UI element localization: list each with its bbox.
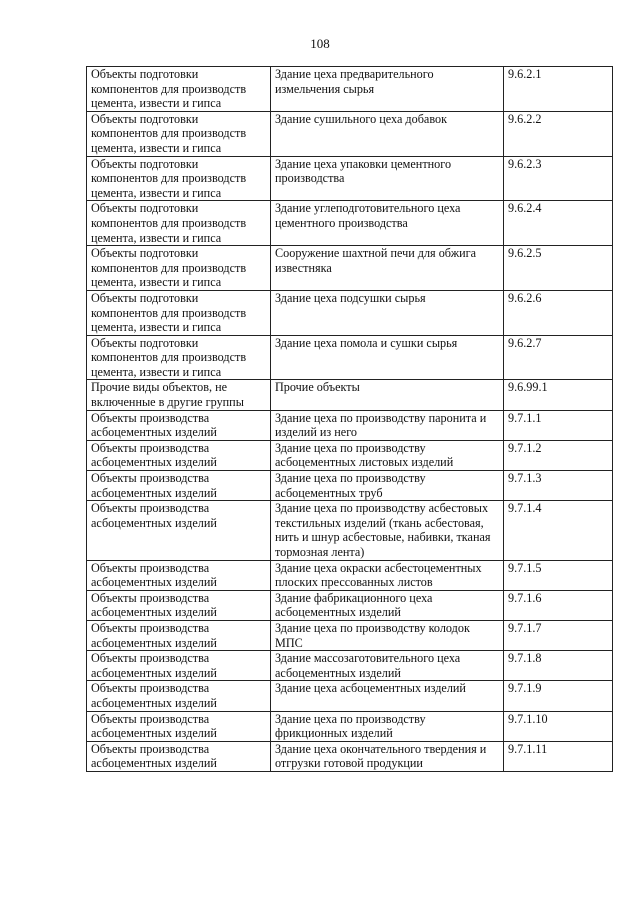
object-code-cell: 9.6.2.7 bbox=[504, 335, 613, 380]
table-row bbox=[87, 246, 613, 291]
object-group-cell: Объекты производства асбоцементных изделий bbox=[87, 620, 271, 650]
object-group-cell: Объекты производства асбоцементных изделий bbox=[87, 410, 271, 440]
object-group-cell: Объекты производства асбоцементных изделий bbox=[87, 471, 271, 501]
table-row bbox=[87, 156, 613, 201]
object-name-cell: Здание цеха по производству фрикционных изделий bbox=[271, 711, 504, 741]
table-body bbox=[87, 67, 613, 772]
object-name-cell: Здание массозаготовительного цеха асбоцементных изделий bbox=[271, 651, 504, 681]
object-code-cell: 9.7.1.6 bbox=[504, 590, 613, 620]
object-group-cell: Объекты подготовки компонентов для производств цемента, извести и гипса bbox=[87, 201, 271, 246]
object-name-cell: Здание цеха по производству колодок МПС bbox=[271, 620, 504, 650]
object-name-cell: Здание цеха по производству паронита и изделий из него bbox=[271, 410, 504, 440]
table-row bbox=[87, 681, 613, 711]
object-name-cell: Здание цеха асбоцементных изделий bbox=[271, 681, 504, 711]
object-group-cell: Объекты производства асбоцементных изделий bbox=[87, 590, 271, 620]
object-group-cell: Объекты подготовки компонентов для производств цемента, извести и гипса bbox=[87, 246, 271, 291]
object-code-cell: 9.7.1.9 bbox=[504, 681, 613, 711]
object-name-cell: Здание углеподготовительного цеха цементного производства bbox=[271, 201, 504, 246]
object-group-cell: Объекты подготовки компонентов для производств цемента, извести и гипса bbox=[87, 156, 271, 201]
object-classification-table bbox=[86, 66, 613, 772]
object-name-cell: Здание цеха по производству асбестовых текстильных изделий (ткань асбестовая, нить и шнур асбестовые, набивки, тканая тормозная лента) bbox=[271, 501, 504, 560]
object-group-cell: Объекты подготовки компонентов для производств цемента, извести и гипса bbox=[87, 111, 271, 156]
table-row bbox=[87, 741, 613, 771]
object-code-cell: 9.6.2.1 bbox=[504, 67, 613, 112]
object-name-cell: Здание цеха по производству асбоцементных труб bbox=[271, 471, 504, 501]
object-name-cell: Здание цеха помола и сушки сырья bbox=[271, 335, 504, 380]
table-row bbox=[87, 290, 613, 335]
object-name-cell: Здание цеха упаковки цементного производства bbox=[271, 156, 504, 201]
table-row bbox=[87, 380, 613, 410]
object-name-cell: Здание сушильного цеха добавок bbox=[271, 111, 504, 156]
table-row bbox=[87, 335, 613, 380]
object-name-cell: Здание цеха по производству асбоцементных листовых изделий bbox=[271, 440, 504, 470]
object-code-cell: 9.7.1.7 bbox=[504, 620, 613, 650]
page-number: 108 bbox=[310, 36, 330, 51]
object-group-cell: Объекты производства асбоцементных изделий bbox=[87, 711, 271, 741]
object-code-cell: 9.6.2.2 bbox=[504, 111, 613, 156]
object-group-cell: Объекты производства асбоцементных изделий bbox=[87, 651, 271, 681]
object-code-cell: 9.7.1.3 bbox=[504, 471, 613, 501]
table-row bbox=[87, 410, 613, 440]
object-code-cell: 9.6.2.4 bbox=[504, 201, 613, 246]
object-group-cell: Объекты производства асбоцементных изделий bbox=[87, 440, 271, 470]
object-name-cell: Здание цеха предварительного измельчения сырья bbox=[271, 67, 504, 112]
object-group-cell: Объекты производства асбоцементных изделий bbox=[87, 681, 271, 711]
object-code-cell: 9.6.2.5 bbox=[504, 246, 613, 291]
table-row bbox=[87, 651, 613, 681]
object-code-cell: 9.7.1.10 bbox=[504, 711, 613, 741]
table-row bbox=[87, 111, 613, 156]
object-code-cell: 9.7.1.1 bbox=[504, 410, 613, 440]
object-name-cell: Здание цеха окончательного твердения и отгрузки готовой продукции bbox=[271, 741, 504, 771]
table-row bbox=[87, 590, 613, 620]
object-name-cell: Сооружение шахтной печи для обжига известняка bbox=[271, 246, 504, 291]
object-group-cell: Объекты подготовки компонентов для производств цемента, извести и гипса bbox=[87, 67, 271, 112]
object-code-cell: 9.6.2.3 bbox=[504, 156, 613, 201]
object-group-cell: Объекты производства асбоцементных изделий bbox=[87, 741, 271, 771]
object-group-cell: Объекты производства асбоцементных изделий bbox=[87, 560, 271, 590]
object-name-cell: Прочие объекты bbox=[271, 380, 504, 410]
object-group-cell: Прочие виды объектов, не включенные в другие группы bbox=[87, 380, 271, 410]
table-row bbox=[87, 501, 613, 560]
object-group-cell: Объекты подготовки компонентов для производств цемента, извести и гипса bbox=[87, 290, 271, 335]
object-code-cell: 9.7.1.5 bbox=[504, 560, 613, 590]
object-code-cell: 9.7.1.4 bbox=[504, 501, 613, 560]
table-row bbox=[87, 620, 613, 650]
object-group-cell: Объекты производства асбоцементных изделий bbox=[87, 501, 271, 560]
object-code-cell: 9.6.2.6 bbox=[504, 290, 613, 335]
object-code-cell: 9.7.1.2 bbox=[504, 440, 613, 470]
object-code-cell: 9.7.1.11 bbox=[504, 741, 613, 771]
table-row bbox=[87, 560, 613, 590]
table-row bbox=[87, 711, 613, 741]
object-name-cell: Здание цеха окраски асбестоцементных плоских прессованных листов bbox=[271, 560, 504, 590]
table-row bbox=[87, 201, 613, 246]
table-row bbox=[87, 67, 613, 112]
object-group-cell: Объекты подготовки компонентов для производств цемента, извести и гипса bbox=[87, 335, 271, 380]
table-row bbox=[87, 440, 613, 470]
table-row bbox=[87, 471, 613, 501]
object-code-cell: 9.6.99.1 bbox=[504, 380, 613, 410]
object-code-cell: 9.7.1.8 bbox=[504, 651, 613, 681]
object-name-cell: Здание цеха подсушки сырья bbox=[271, 290, 504, 335]
object-name-cell: Здание фабрикационного цеха асбоцементных изделий bbox=[271, 590, 504, 620]
